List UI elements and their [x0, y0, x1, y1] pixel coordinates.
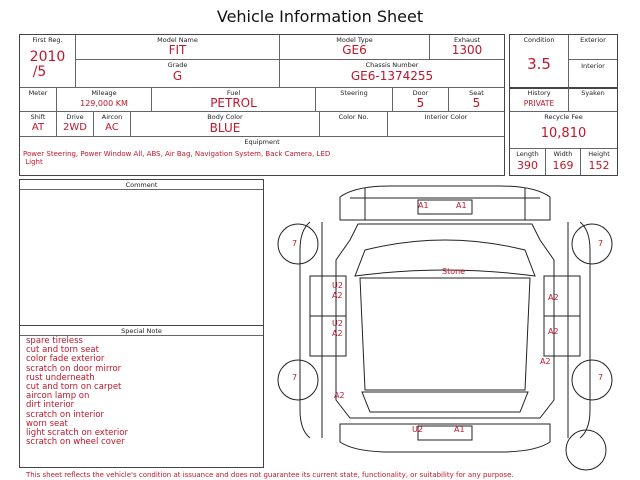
first-reg-cell: [20, 35, 76, 88]
mileage-cell: [57, 88, 152, 112]
rear-bumper-outline: [340, 424, 550, 452]
equipment-value-line2: Light: [23, 158, 43, 166]
syaken-label: Syaken: [581, 89, 605, 97]
history-value: PRIVATE: [523, 99, 555, 108]
model-type-value: GE6: [342, 43, 367, 57]
shift-cell: [20, 112, 57, 137]
roof: [360, 278, 530, 390]
chassis-cell: [280, 60, 504, 88]
body-color-cell: [131, 112, 320, 137]
aircon-label: Aircon: [101, 113, 123, 121]
meter-cell: [20, 88, 57, 112]
car-damage-diagram: [270, 180, 626, 472]
spare-wheel: [566, 430, 606, 470]
list-item: color fade exterior: [26, 354, 105, 365]
exterior-cell: [569, 35, 617, 60]
list-item: dirt interior: [26, 400, 75, 411]
left-side-outline: [300, 222, 310, 438]
mark-stone: Stone: [442, 267, 466, 276]
special-note-list: [26, 337, 128, 447]
length-value: 390: [517, 159, 538, 172]
color-no-label: Color No.: [338, 113, 369, 121]
mark-left-bottom-a2: A2: [334, 391, 345, 400]
exhaust-label: Exhaust: [453, 36, 481, 44]
mark-right-front-a2: A2: [548, 293, 559, 302]
mark-front-a1-left: A1: [418, 201, 429, 210]
disclaimer-footer: This sheet reflects the vehicle's condition at issuance and does not guarantee its current state, functionality, or suitability for any purpose.: [26, 471, 514, 479]
mark-wheel-rr: 7: [598, 373, 604, 382]
mark-wheel-fl: 7: [292, 239, 298, 248]
list-item: scratch on interior: [26, 409, 105, 420]
model-type-label: Model Type: [336, 36, 373, 44]
drive-label: Drive: [66, 113, 84, 121]
seat-label: Seat: [469, 89, 484, 97]
history-label: History: [527, 89, 551, 97]
seat-value: 5: [472, 96, 481, 110]
list-item: spare tireless: [26, 336, 83, 346]
list-item: scratch on wheel cover: [26, 437, 125, 448]
meter-label: Meter: [28, 89, 48, 97]
list-item: aircon lamp on: [26, 391, 90, 402]
interior-label: Interior: [581, 62, 605, 70]
door-value: 5: [416, 96, 425, 110]
model-name-label: Model Name: [157, 36, 198, 44]
height-value: 152: [588, 159, 610, 172]
vehicle-info-table: [19, 34, 505, 176]
length-cell: [510, 149, 546, 175]
fuel-value: PETROL: [210, 96, 257, 110]
first-reg-year: 2010: [29, 49, 66, 65]
condition-cell: [510, 35, 569, 88]
width-label: Width: [553, 150, 573, 158]
exhaust-cell: [430, 35, 504, 60]
first-reg-label: First Reg.: [32, 36, 63, 44]
wheel-front-right: [572, 224, 612, 264]
grade-cell: [76, 60, 280, 88]
model-name-cell: [76, 35, 280, 60]
recycle-fee-label: Recycle Fee: [544, 113, 583, 121]
mark-right-rear-a2: A2: [548, 327, 559, 336]
model-type-cell: [280, 35, 430, 60]
aircon-cell: [94, 112, 131, 137]
shift-label: Shift: [30, 113, 46, 121]
equipment-label: Equipment: [244, 138, 280, 146]
wheel-front-left: [278, 224, 318, 264]
right-side-outline: [580, 222, 590, 438]
equipment-cell: [20, 137, 504, 175]
special-note-label: Special Note: [121, 327, 162, 335]
body-outline: [336, 224, 554, 418]
chassis-value: GE6-1374255: [350, 69, 434, 83]
recycle-fee-cell: [510, 112, 617, 149]
drive-cell: [57, 112, 94, 137]
height-label: Height: [588, 150, 610, 158]
first-reg-month: /5: [32, 64, 47, 80]
wheel-rear-left: [278, 360, 318, 400]
width-value: 169: [552, 159, 574, 172]
equipment-value-line1: Power Steering, Power Window All, ABS, Air Bag, Navigation System, Back Camera, LED: [23, 150, 331, 158]
list-item: light scratch on exterior: [26, 428, 128, 439]
aircon-value: AC: [105, 122, 119, 133]
mark-left-rear-u2: U2: [332, 319, 343, 328]
mark-left-rear-a2: A2: [332, 329, 343, 338]
mark-rear-u2: U2: [412, 425, 423, 434]
mark-front-a1-right: A1: [456, 201, 467, 210]
interior-cell: [569, 60, 617, 88]
grade-label: Grade: [167, 61, 188, 69]
special-note-box: [19, 325, 264, 468]
list-item: cut and torn on carpet: [26, 382, 122, 393]
drive-value: 2WD: [63, 122, 87, 133]
fuel-cell: [152, 88, 316, 112]
interior-color-label: Interior Color: [424, 113, 468, 121]
condition-label: Condition: [523, 36, 555, 44]
height-cell: [581, 149, 617, 175]
page-title: Vehicle Information Sheet: [216, 7, 424, 26]
shift-value: AT: [31, 122, 45, 133]
door-label: Door: [412, 89, 429, 97]
model-name-value: FIT: [168, 43, 187, 57]
list-item: rust underneath: [26, 372, 95, 383]
list-item: cut and torn seat: [26, 345, 99, 356]
mark-rear-a1: A1: [454, 425, 465, 434]
mark-right-bottom-a2: A2: [540, 357, 551, 366]
wheel-rear-right: [572, 360, 612, 400]
body-color-value: BLUE: [209, 121, 241, 135]
length-label: Length: [516, 150, 539, 158]
body-color-label: Body Color: [207, 113, 243, 121]
door-right-rear: [544, 316, 580, 356]
comment-label: Comment: [125, 181, 158, 189]
steering-label: Steering: [340, 89, 368, 97]
syaken-cell: [569, 88, 617, 112]
condition-table: [509, 34, 618, 89]
condition-value: 3.5: [527, 55, 551, 73]
fuel-label: Fuel: [226, 89, 241, 97]
mark-wheel-fr: 7: [598, 239, 604, 248]
front-bumper-outline: [340, 186, 550, 220]
recycle-fee-value: 10,810: [540, 126, 587, 141]
list-item: worn seat: [26, 418, 68, 429]
mark-wheel-rl: 7: [292, 373, 298, 382]
interior-color-cell: [388, 112, 504, 137]
mileage-value: 129,000 KM: [80, 99, 128, 108]
chassis-label: Chassis Number: [365, 61, 419, 69]
mark-left-front-a2: A2: [332, 291, 343, 300]
list-item: scratch on door mirror: [26, 363, 122, 374]
mark-left-front-u2: U2: [332, 281, 343, 290]
steering-cell: [316, 88, 393, 112]
door-cell: [393, 88, 449, 112]
comment-box: [19, 179, 264, 326]
exterior-label: Exterior: [580, 36, 606, 44]
seat-cell: [449, 88, 504, 112]
grade-value: G: [172, 69, 183, 83]
exhaust-value: 1300: [451, 43, 483, 57]
color-no-cell: [320, 112, 388, 137]
history-table: [509, 87, 618, 176]
hood-outline: [350, 188, 540, 220]
rear-window: [362, 392, 528, 412]
mileage-label: Mileage: [91, 89, 117, 97]
history-cell: [510, 88, 569, 112]
width-cell: [546, 149, 581, 175]
